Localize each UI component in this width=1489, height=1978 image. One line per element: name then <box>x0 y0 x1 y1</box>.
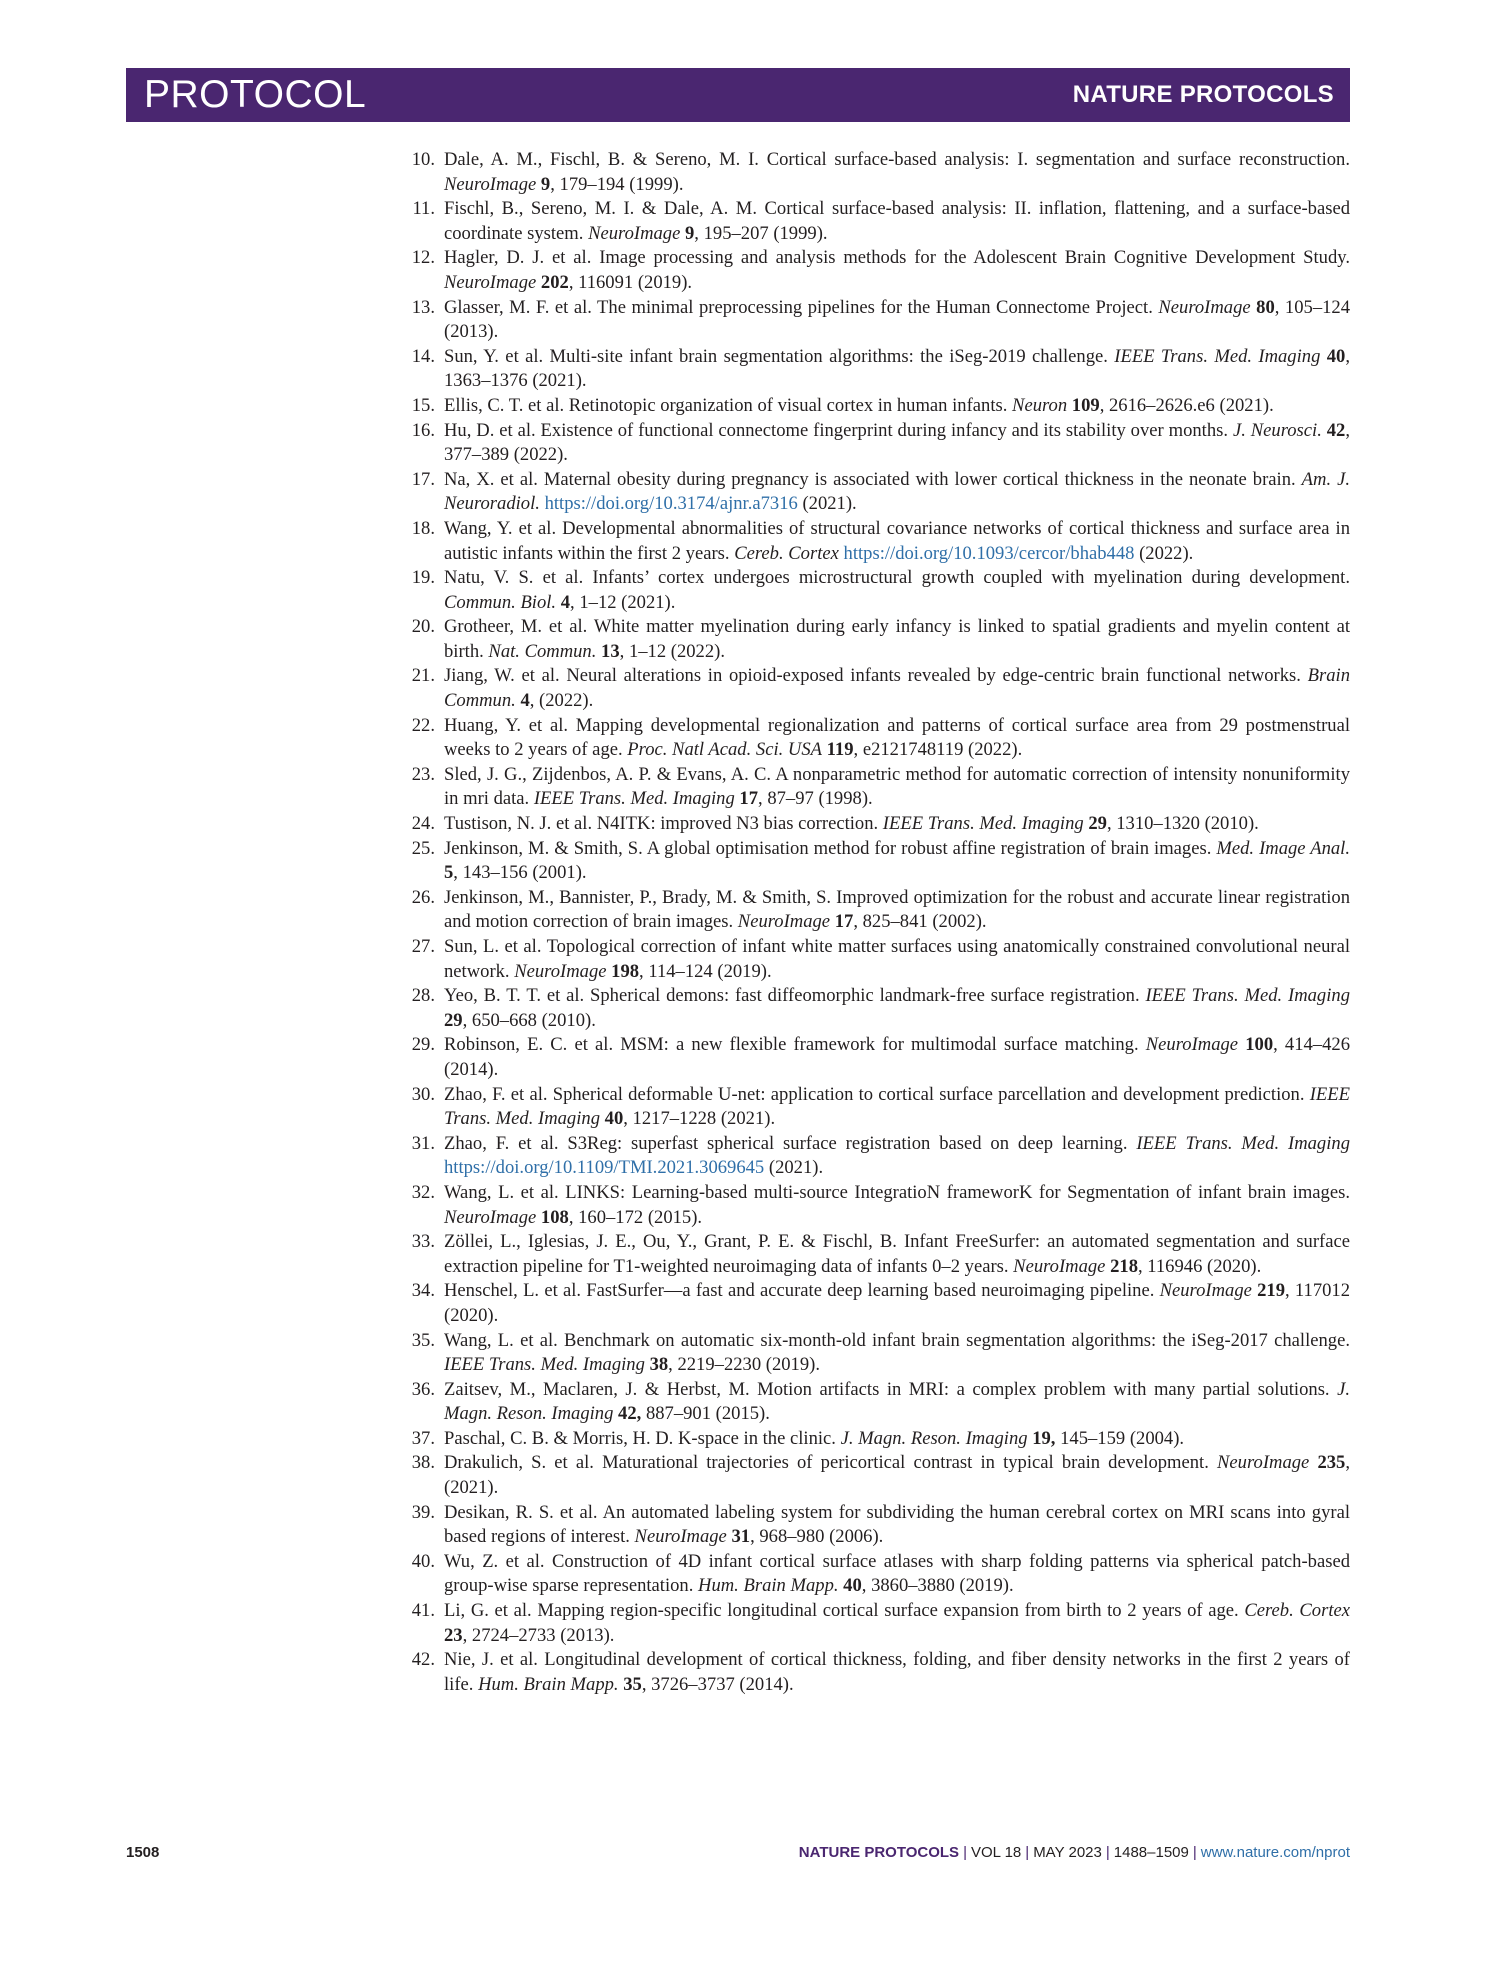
reference-item <box>399 1083 1350 1132</box>
volume-number: 219 <box>1257 1280 1286 1302</box>
volume-number: 4 <box>520 690 530 712</box>
volume-number: 108 <box>540 1206 569 1228</box>
footer-separator: | <box>1192 1844 1197 1861</box>
journal-title: Hum. Brain Mapp. <box>698 1575 839 1597</box>
reference-text <box>435 1451 1350 1500</box>
journal-title: IEEE Trans. Med. Imaging <box>1145 985 1350 1007</box>
reference-text <box>435 419 1350 468</box>
reference-segment: , 160–172 (2015). <box>568 1206 703 1228</box>
reference-segment: Zaitsev, M., Maclaren, J. & Herbst, M. Motion artifacts in MRI: a complex problem with many partial solutions. <box>444 1378 1338 1400</box>
journal-title: Nat. Commun. <box>488 640 597 662</box>
reference-text <box>435 812 1350 837</box>
volume-number: 38 <box>649 1354 669 1376</box>
volume-number: 9 <box>685 222 695 244</box>
journal-title: IEEE Trans. Med. Imaging <box>1136 1132 1350 1154</box>
reference-segment: , 2616–2626.e6 (2021). <box>1099 394 1274 416</box>
journal-title: Am. J. Neuroradiol. <box>444 468 1350 515</box>
reference-item <box>399 296 1350 345</box>
reference-segment: , e2121748119 (2022). <box>853 739 1023 761</box>
reference-text <box>435 1230 1350 1279</box>
journal-title: J. Magn. Reson. Imaging <box>840 1427 1028 1449</box>
reference-number: 10. <box>411 149 435 170</box>
reference-item <box>399 1279 1350 1328</box>
reference-segment: , 2724–2733 (2013). <box>462 1624 615 1646</box>
reference-item <box>399 246 1350 295</box>
reference-segment: Zhao, F. et al. Spherical deformable U-net: application to cortical surface parcellation and development prediction. <box>444 1083 1310 1105</box>
reference-item <box>399 1648 1350 1697</box>
reference-text <box>435 1378 1350 1427</box>
reference-text <box>435 1181 1350 1230</box>
reference-segment: , 117012 (2020). <box>444 1280 1351 1326</box>
reference-text <box>435 1599 1350 1648</box>
reference-segment: Glasser, M. F. et al. The minimal preprocessing pipelines for the Human Connectome Project. <box>444 296 1159 318</box>
reference-number: 40. <box>411 1550 435 1572</box>
reference-item <box>399 345 1350 394</box>
reference-number: 16. <box>411 419 435 441</box>
reference-segment: , 143–156 (2001). <box>453 862 587 884</box>
reference-number: 13. <box>411 296 435 318</box>
reference-text <box>435 345 1350 394</box>
reference-segment: , 1217–1228 (2021). <box>623 1108 776 1130</box>
journal-title: NeuroImage <box>634 1526 727 1548</box>
volume-number: 198 <box>611 960 640 982</box>
reference-segment: , 195–207 (1999). <box>694 222 828 244</box>
reference-item <box>399 1427 1350 1452</box>
reference-text <box>435 1132 1350 1181</box>
reference-segment: 145–159 (2004). <box>1055 1427 1185 1449</box>
journal-title: IEEE Trans. Med. Imaging <box>1114 345 1321 367</box>
reference-number: 32. <box>411 1181 435 1203</box>
reference-text <box>435 664 1350 713</box>
reference-segment: Jiang, W. et al. Neural alterations in opioid-exposed infants revealed by edge-centric brain functional networks. <box>444 665 1308 687</box>
footer-journal: NATURE PROTOCOLS <box>798 1844 960 1861</box>
reference-segment: , 2219–2230 (2019). <box>668 1354 820 1376</box>
reference-segment: Desikan, R. S. et al. An automated labeling system for subdividing the human cerebral cortex on MRI scans into gyral based regions of interest. <box>444 1501 1350 1548</box>
reference-number: 14. <box>411 345 435 367</box>
reference-segment: Jenkinson, M. & Smith, S. A global optimisation method for robust affine registration of brain images. <box>444 837 1217 859</box>
reference-number: 34. <box>411 1280 435 1302</box>
volume-number: 31 <box>731 1526 751 1548</box>
reference-number: 41. <box>411 1600 435 1622</box>
reference-number: 42. <box>411 1649 435 1671</box>
reference-segment: Wang, L. et al. Benchmark on automatic six-month-old infant brain segmentation algorithms: the iSeg-2017 challenge. <box>444 1329 1350 1351</box>
reference-item <box>399 1599 1350 1648</box>
journal-title: NeuroImage <box>588 222 681 244</box>
reference-text <box>435 1427 1350 1452</box>
volume-number: 40 <box>604 1108 624 1130</box>
reference-item <box>399 1181 1350 1230</box>
journal-title: NeuroImage <box>1159 1280 1252 1302</box>
journal-title: NeuroImage <box>514 960 607 982</box>
reference-segment: (2022). <box>1134 542 1194 564</box>
reference-text <box>435 468 1350 517</box>
reference-list <box>399 148 1350 1697</box>
journal-title: NeuroImage <box>1158 296 1251 318</box>
journal-title: Hum. Brain Mapp. <box>478 1673 619 1695</box>
footer-date: MAY 2023 <box>1033 1844 1102 1861</box>
journal-title: Cereb. Cortex <box>734 542 839 564</box>
journal-title: Proc. Natl Acad. Sci. USA <box>627 739 822 761</box>
journal-title: Neuron <box>1012 394 1068 416</box>
reference-segment: , 968–980 (2006). <box>750 1526 884 1548</box>
reference-segment: Tustison, N. J. et al. N4ITK: improved N3 bias correction. <box>444 813 883 835</box>
reference-segment: , 1363–1376 (2021). <box>444 345 1350 392</box>
reference-text <box>435 714 1350 763</box>
reference-number: 11. <box>412 198 435 220</box>
reference-number: 22. <box>411 714 435 736</box>
volume-number: 19, <box>1032 1427 1056 1449</box>
reference-segment: Fischl, B., Sereno, M. I. & Dale, A. M. Cortical surface-based analysis: II. inflation, flattening, and a surface-based coordinate system. <box>444 198 1350 244</box>
reference-number: 24. <box>411 813 435 835</box>
reference-segment: Robinson, E. C. et al. MSM: a new flexible framework for multimodal surface matching. <box>444 1034 1146 1056</box>
reference-segment: Grotheer, M. et al. White matter myelination during early infancy is linked to spatial gradients and myelin content at birth. <box>444 616 1350 662</box>
doi-link[interactable]: https://doi.org/10.1093/cercor/bhab448 <box>843 542 1135 564</box>
reference-segment: Na, X. et al. Maternal obesity during pregnancy is associated with lower cortical thickness in the neonate brain. <box>444 468 1302 490</box>
journal-title: Cereb. Cortex <box>1244 1600 1351 1622</box>
reference-number: 28. <box>411 985 435 1007</box>
reference-item <box>399 1329 1350 1378</box>
page-number: 1508 <box>126 1844 160 1861</box>
reference-segment: , 650–668 (2010). <box>462 1009 596 1031</box>
reference-number: 26. <box>411 886 435 908</box>
reference-number: 36. <box>411 1378 435 1400</box>
volume-number: 17 <box>739 788 759 810</box>
reference-segment: , 1–12 (2021). <box>570 591 676 613</box>
reference-number: 33. <box>411 1231 435 1253</box>
reference-segment: Wu, Z. et al. Construction of 4D infant cortical surface atlases with sharp folding patterns via spherical patch-based group-wise sparse representation. <box>444 1550 1350 1597</box>
volume-number: 23 <box>444 1624 463 1646</box>
journal-title: NeuroImage <box>444 1206 537 1228</box>
reference-segment: , 377–389 (2022). <box>444 419 1350 466</box>
reference-number: 29. <box>411 1034 435 1056</box>
reference-number: 18. <box>411 517 435 539</box>
reference-number: 38. <box>411 1452 435 1474</box>
reference-item <box>399 517 1350 566</box>
volume-number: 29 <box>1088 813 1107 835</box>
reference-item <box>399 812 1350 837</box>
reference-number: 17. <box>411 468 435 490</box>
page-footer <box>126 1844 1350 1861</box>
journal-title: NeuroImage <box>1217 1452 1310 1474</box>
reference-text <box>435 1648 1350 1697</box>
reference-item <box>399 394 1350 419</box>
reference-number: 19. <box>411 567 435 589</box>
reference-text <box>435 935 1350 984</box>
reference-segment: Sun, L. et al. Topological correction of infant white matter surfaces using anatomically constrained convolutional neural network. <box>444 936 1350 982</box>
reference-text <box>435 837 1350 886</box>
journal-title: IEEE Trans. Med. Imaging <box>882 813 1084 835</box>
reference-item <box>399 615 1350 664</box>
reference-text <box>435 615 1350 664</box>
article-type-label: PROTOCOL <box>144 73 367 116</box>
reference-segment: Drakulich, S. et al. Maturational trajectories of pericortical contrast in typical brain development. <box>444 1452 1218 1474</box>
reference-number: 30. <box>411 1083 435 1105</box>
reference-item <box>399 886 1350 935</box>
reference-segment: , 1–12 (2022). <box>619 640 725 662</box>
reference-number: 35. <box>411 1329 435 1351</box>
journal-title: IEEE Trans. Med. Imaging <box>444 1354 645 1376</box>
reference-segment: , 87–97 (1998). <box>758 788 873 810</box>
volume-number: 218 <box>1110 1255 1138 1277</box>
reference-segment: , 3860–3880 (2019). <box>861 1575 1014 1597</box>
footer-citation <box>799 1844 1350 1861</box>
footer-volume: VOL 18 <box>970 1844 1022 1861</box>
reference-text <box>435 763 1350 812</box>
footer-separator: | <box>1105 1844 1110 1861</box>
volume-number: 202 <box>540 271 569 293</box>
reference-item <box>399 1132 1350 1181</box>
reference-segment: , (2021). <box>444 1452 1350 1499</box>
reference-segment: Nie, J. et al. Longitudinal development of cortical thickness, folding, and fiber density networks in the first 2 years of life. <box>444 1649 1350 1695</box>
reference-text <box>435 517 1350 566</box>
reference-segment: Natu, V. S. et al. Infants’ cortex undergoes microstructural growth coupled with myelination during development. <box>444 567 1350 589</box>
reference-item <box>399 664 1350 713</box>
reference-item <box>399 148 1350 197</box>
doi-link[interactable]: https://doi.org/10.1109/TMI.2021.3069645 <box>444 1157 765 1179</box>
reference-segment: , 116946 (2020). <box>1137 1255 1262 1277</box>
reference-number: 20. <box>411 616 435 638</box>
journal-title: Brain Commun. <box>444 665 1350 712</box>
reference-number: 21. <box>411 665 435 687</box>
reference-number: 12. <box>411 247 435 269</box>
reference-segment: Li, G. et al. Mapping region-specific longitudinal cortical surface expansion from birth to 2 years of age. <box>444 1600 1245 1622</box>
volume-number: 29 <box>444 1009 463 1031</box>
reference-item <box>399 566 1350 615</box>
reference-number: 25. <box>411 837 435 859</box>
reference-segment: , 414–426 (2014). <box>444 1034 1350 1080</box>
volume-number: 4 <box>560 591 571 613</box>
reference-segment: Sun, Y. et al. Multi-site infant brain segmentation algorithms: the iSeg-2019 challenge. <box>444 345 1115 367</box>
reference-text <box>435 566 1350 615</box>
reference-text <box>435 246 1350 295</box>
reference-segment: (2021). <box>797 493 857 515</box>
reference-number: 39. <box>411 1501 435 1523</box>
reference-text <box>435 1550 1350 1599</box>
reference-segment: , 179–194 (1999). <box>550 173 684 195</box>
reference-number: 27. <box>411 936 435 957</box>
reference-text <box>435 1279 1350 1328</box>
reference-item <box>399 763 1350 812</box>
reference-segment: Dale, A. M., Fischl, B. & Sereno, M. I. Cortical surface-based analysis: I. segmentation and surface reconstruction. <box>444 149 1350 170</box>
reference-item <box>399 1451 1350 1500</box>
reference-item <box>399 1033 1350 1082</box>
reference-segment: Henschel, L. et al. FastSurfer—a fast and accurate deep learning based neuroimaging pipeline. <box>444 1280 1160 1302</box>
journal-name: NATURE PROTOCOLS <box>1072 81 1334 108</box>
reference-item <box>399 419 1350 468</box>
reference-segment: Ellis, C. T. et al. Retinotopic organization of visual cortex in human infants. <box>444 394 1013 416</box>
journal-title: IEEE Trans. Med. Imaging <box>444 1083 1350 1130</box>
reference-segment: , 105–124 (2013). <box>444 296 1351 343</box>
volume-number: 109 <box>1071 394 1100 416</box>
reference-text <box>435 886 1350 935</box>
volume-number: 35 <box>623 1673 642 1695</box>
reference-segment: Zhao, F. et al. S3Reg: superfast spherical surface registration based on deep learning. <box>444 1132 1137 1154</box>
volume-number: 40 <box>843 1575 862 1597</box>
reference-segment: 887–901 (2015). <box>641 1403 770 1425</box>
reference-text <box>435 148 1350 197</box>
reference-text <box>435 984 1350 1033</box>
reference-item <box>399 714 1350 763</box>
volume-number: 42, <box>618 1403 642 1425</box>
volume-number: 40 <box>1326 345 1346 367</box>
reference-segment: Huang, Y. et al. Mapping developmental regionalization and patterns of cortical surface area from 29 postmenstrual weeks to 2 years of age. <box>444 714 1350 761</box>
reference-item <box>399 1230 1350 1279</box>
journal-title: J. Neurosci. <box>1232 419 1322 441</box>
reference-segment: Hu, D. et al. Existence of functional connectome fingerprint during infancy and its stability over months. <box>444 419 1233 441</box>
reference-segment: Sled, J. G., Zijdenbos, A. P. & Evans, A. C. A nonparametric method for automatic correction of intensity nonuniformity in mri data. <box>444 763 1350 810</box>
journal-title: Med. Image Anal. <box>1216 837 1350 859</box>
reference-segment: Zöllei, L., Iglesias, J. E., Ou, Y., Grant, P. E. & Fischl, B. Infant FreeSurfer: an automated segmentation and surface extraction pipeline for T1-weighted neuroimaging data of infants 0–2 years. <box>444 1231 1350 1277</box>
reference-text <box>435 296 1350 345</box>
reference-segment: (2021). <box>764 1157 824 1179</box>
reference-segment: Yeo, B. T. T. et al. Spherical demons: fast diffeomorphic landmark-free surface registration. <box>444 985 1146 1007</box>
volume-number: 9 <box>540 173 551 195</box>
reference-segment: Jenkinson, M., Bannister, P., Brady, M. & Smith, S. Improved optimization for the robust and accurate linear registration and motion correction of brain images. <box>444 886 1350 933</box>
reference-item <box>399 197 1350 246</box>
journal-title: NeuroImage <box>737 911 831 933</box>
journal-title: NeuroImage <box>1145 1034 1239 1056</box>
reference-segment: , 114–124 (2019). <box>639 960 772 982</box>
reference-number: 15. <box>411 394 435 416</box>
volume-number: 5 <box>444 862 454 884</box>
footer-pages: 1488–1509 <box>1113 1844 1189 1861</box>
volume-number: 80 <box>1256 296 1275 318</box>
reference-text <box>435 1033 1350 1082</box>
reference-item <box>399 984 1350 1033</box>
volume-number: 119 <box>826 739 854 761</box>
reference-segment: Wang, Y. et al. Developmental abnormalities of structural covariance networks of cortical thickness and surface area in autistic infants within the first 2 years. <box>444 517 1350 564</box>
reference-item <box>399 1378 1350 1427</box>
reference-text <box>435 1083 1350 1132</box>
footer-separator: | <box>1025 1844 1030 1861</box>
reference-segment: , 116091 (2019). <box>568 271 693 293</box>
journal-title: NeuroImage <box>444 173 537 195</box>
reference-number: 31. <box>411 1132 435 1154</box>
reference-text <box>435 1329 1350 1378</box>
reference-item <box>399 1550 1350 1599</box>
reference-number: 37. <box>411 1427 435 1449</box>
journal-title: NeuroImage <box>444 271 537 293</box>
doi-link[interactable]: https://doi.org/10.3174/ajnr.a7316 <box>544 493 798 515</box>
reference-segment: , (2022). <box>529 690 594 712</box>
journal-title: Commun. Biol. <box>444 591 557 613</box>
volume-number: 235 <box>1317 1452 1346 1474</box>
journal-title: NeuroImage <box>1013 1255 1106 1277</box>
footer-separator: | <box>963 1844 967 1861</box>
volume-number: 17 <box>834 911 854 933</box>
reference-item <box>399 935 1350 984</box>
reference-segment: Paschal, C. B. & Morris, H. D. K-space in the clinic. <box>444 1427 841 1449</box>
reference-number: 23. <box>411 763 435 785</box>
reference-text <box>435 1501 1350 1550</box>
journal-title: J. Magn. Reson. Imaging <box>444 1378 1350 1425</box>
reference-segment: Hagler, D. J. et al. Image processing and analysis methods for the Adolescent Brain Cognitive Development Study. <box>444 247 1350 269</box>
volume-number: 42 <box>1326 419 1346 441</box>
reference-text <box>435 394 1350 419</box>
volume-number: 100 <box>1245 1034 1274 1056</box>
reference-item <box>399 468 1350 517</box>
footer-url-link[interactable]: www.nature.com/nprot <box>1200 1844 1350 1861</box>
reference-item <box>399 837 1350 886</box>
reference-text <box>435 197 1350 246</box>
reference-segment: Wang, L. et al. LINKS: Learning-based multi-source IntegratioN frameworK for Segmentation of infant brain images. <box>444 1181 1350 1203</box>
journal-title: IEEE Trans. Med. Imaging <box>533 788 735 810</box>
reference-item <box>399 1501 1350 1550</box>
reference-segment: , 825–841 (2002). <box>853 911 987 933</box>
volume-number: 13 <box>601 640 620 662</box>
reference-segment: , 3726–3737 (2014). <box>641 1673 794 1695</box>
reference-segment: , 1310–1320 (2010). <box>1106 813 1259 835</box>
header-band <box>126 68 1350 122</box>
